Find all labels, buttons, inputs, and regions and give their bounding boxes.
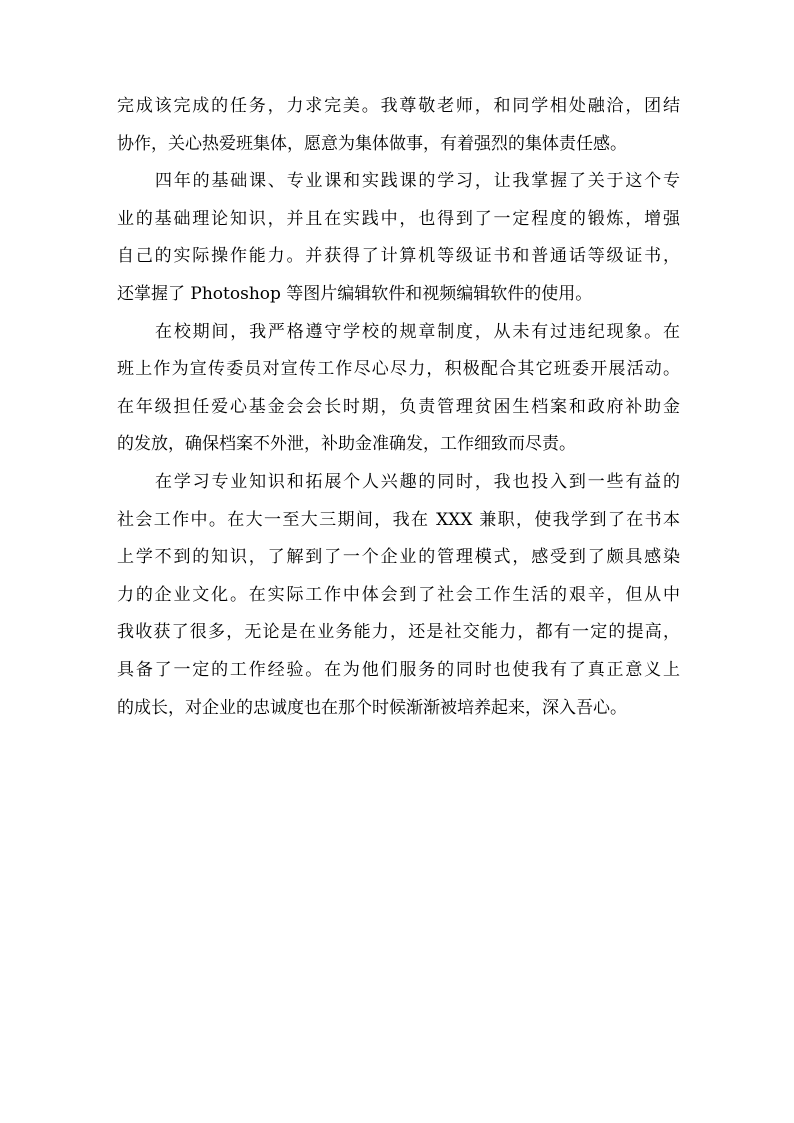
text-line: 完成该完成的任务，力求完美。我尊敬老师，和同学相处融洽，团结 <box>117 96 680 116</box>
text-line: 力的企业文化。在实际工作中体会到了社会工作生活的艰辛，但从中 <box>117 584 680 605</box>
paragraph-2 <box>117 163 680 313</box>
text-line: 还掌握了 Photoshop 等图片编辑软件和视频编辑软件的使用。 <box>117 283 593 304</box>
text-line: 我收获了很多，无论是在业务能力，还是社交能力，都有一定的提高， <box>117 622 680 643</box>
text-line: 班上作为宣传委员对宣传工作尽心尽力，积极配合其它班委开展活动。 <box>117 359 680 380</box>
text-line: 在校期间，我严格遵守学校的规章制度，从未有过违纪现象。在 <box>155 321 680 342</box>
text-line: 业的基础理论知识，并且在实践中，也得到了一定程度的锻炼，增强 <box>117 208 680 229</box>
text-line: 四年的基础课、专业课和实践课的学习，让我掌握了关于这个专 <box>155 171 680 192</box>
text-line: 协作，关心热爱班集体，愿意为集体做事，有着强烈的集体责任感。 <box>117 133 627 154</box>
text-line: 的发放，确保档案不外泄，补助金准确发，工作细致而尽责。 <box>117 434 576 455</box>
paragraph-1 <box>117 88 680 163</box>
body-text <box>117 88 680 727</box>
text-line: 在学习专业知识和拓展个人兴趣的同时，我也投入到一些有益的 <box>155 471 680 492</box>
text-line: 社会工作中。在大一至大三期间，我在 XXX 兼职，使我学到了在书本 <box>117 509 680 530</box>
text-line: 的成长，对企业的忠诚度也在那个时候渐渐被培养起来，深入吾心。 <box>117 697 627 718</box>
paragraph-4 <box>117 464 680 727</box>
text-line: 具备了一定的工作经验。在为他们服务的同时也使我有了真正意义上 <box>117 659 680 680</box>
text-line: 自己的实际操作能力。并获得了计算机等级证书和普通话等级证书， <box>117 246 680 267</box>
paragraph-3 <box>117 314 680 464</box>
text-line: 上学不到的知识，了解到了一个企业的管理模式，感受到了颇具感染 <box>117 547 680 568</box>
text-line: 在年级担任爱心基金会会长时期，负责管理贫困生档案和政府补助金 <box>117 396 680 417</box>
